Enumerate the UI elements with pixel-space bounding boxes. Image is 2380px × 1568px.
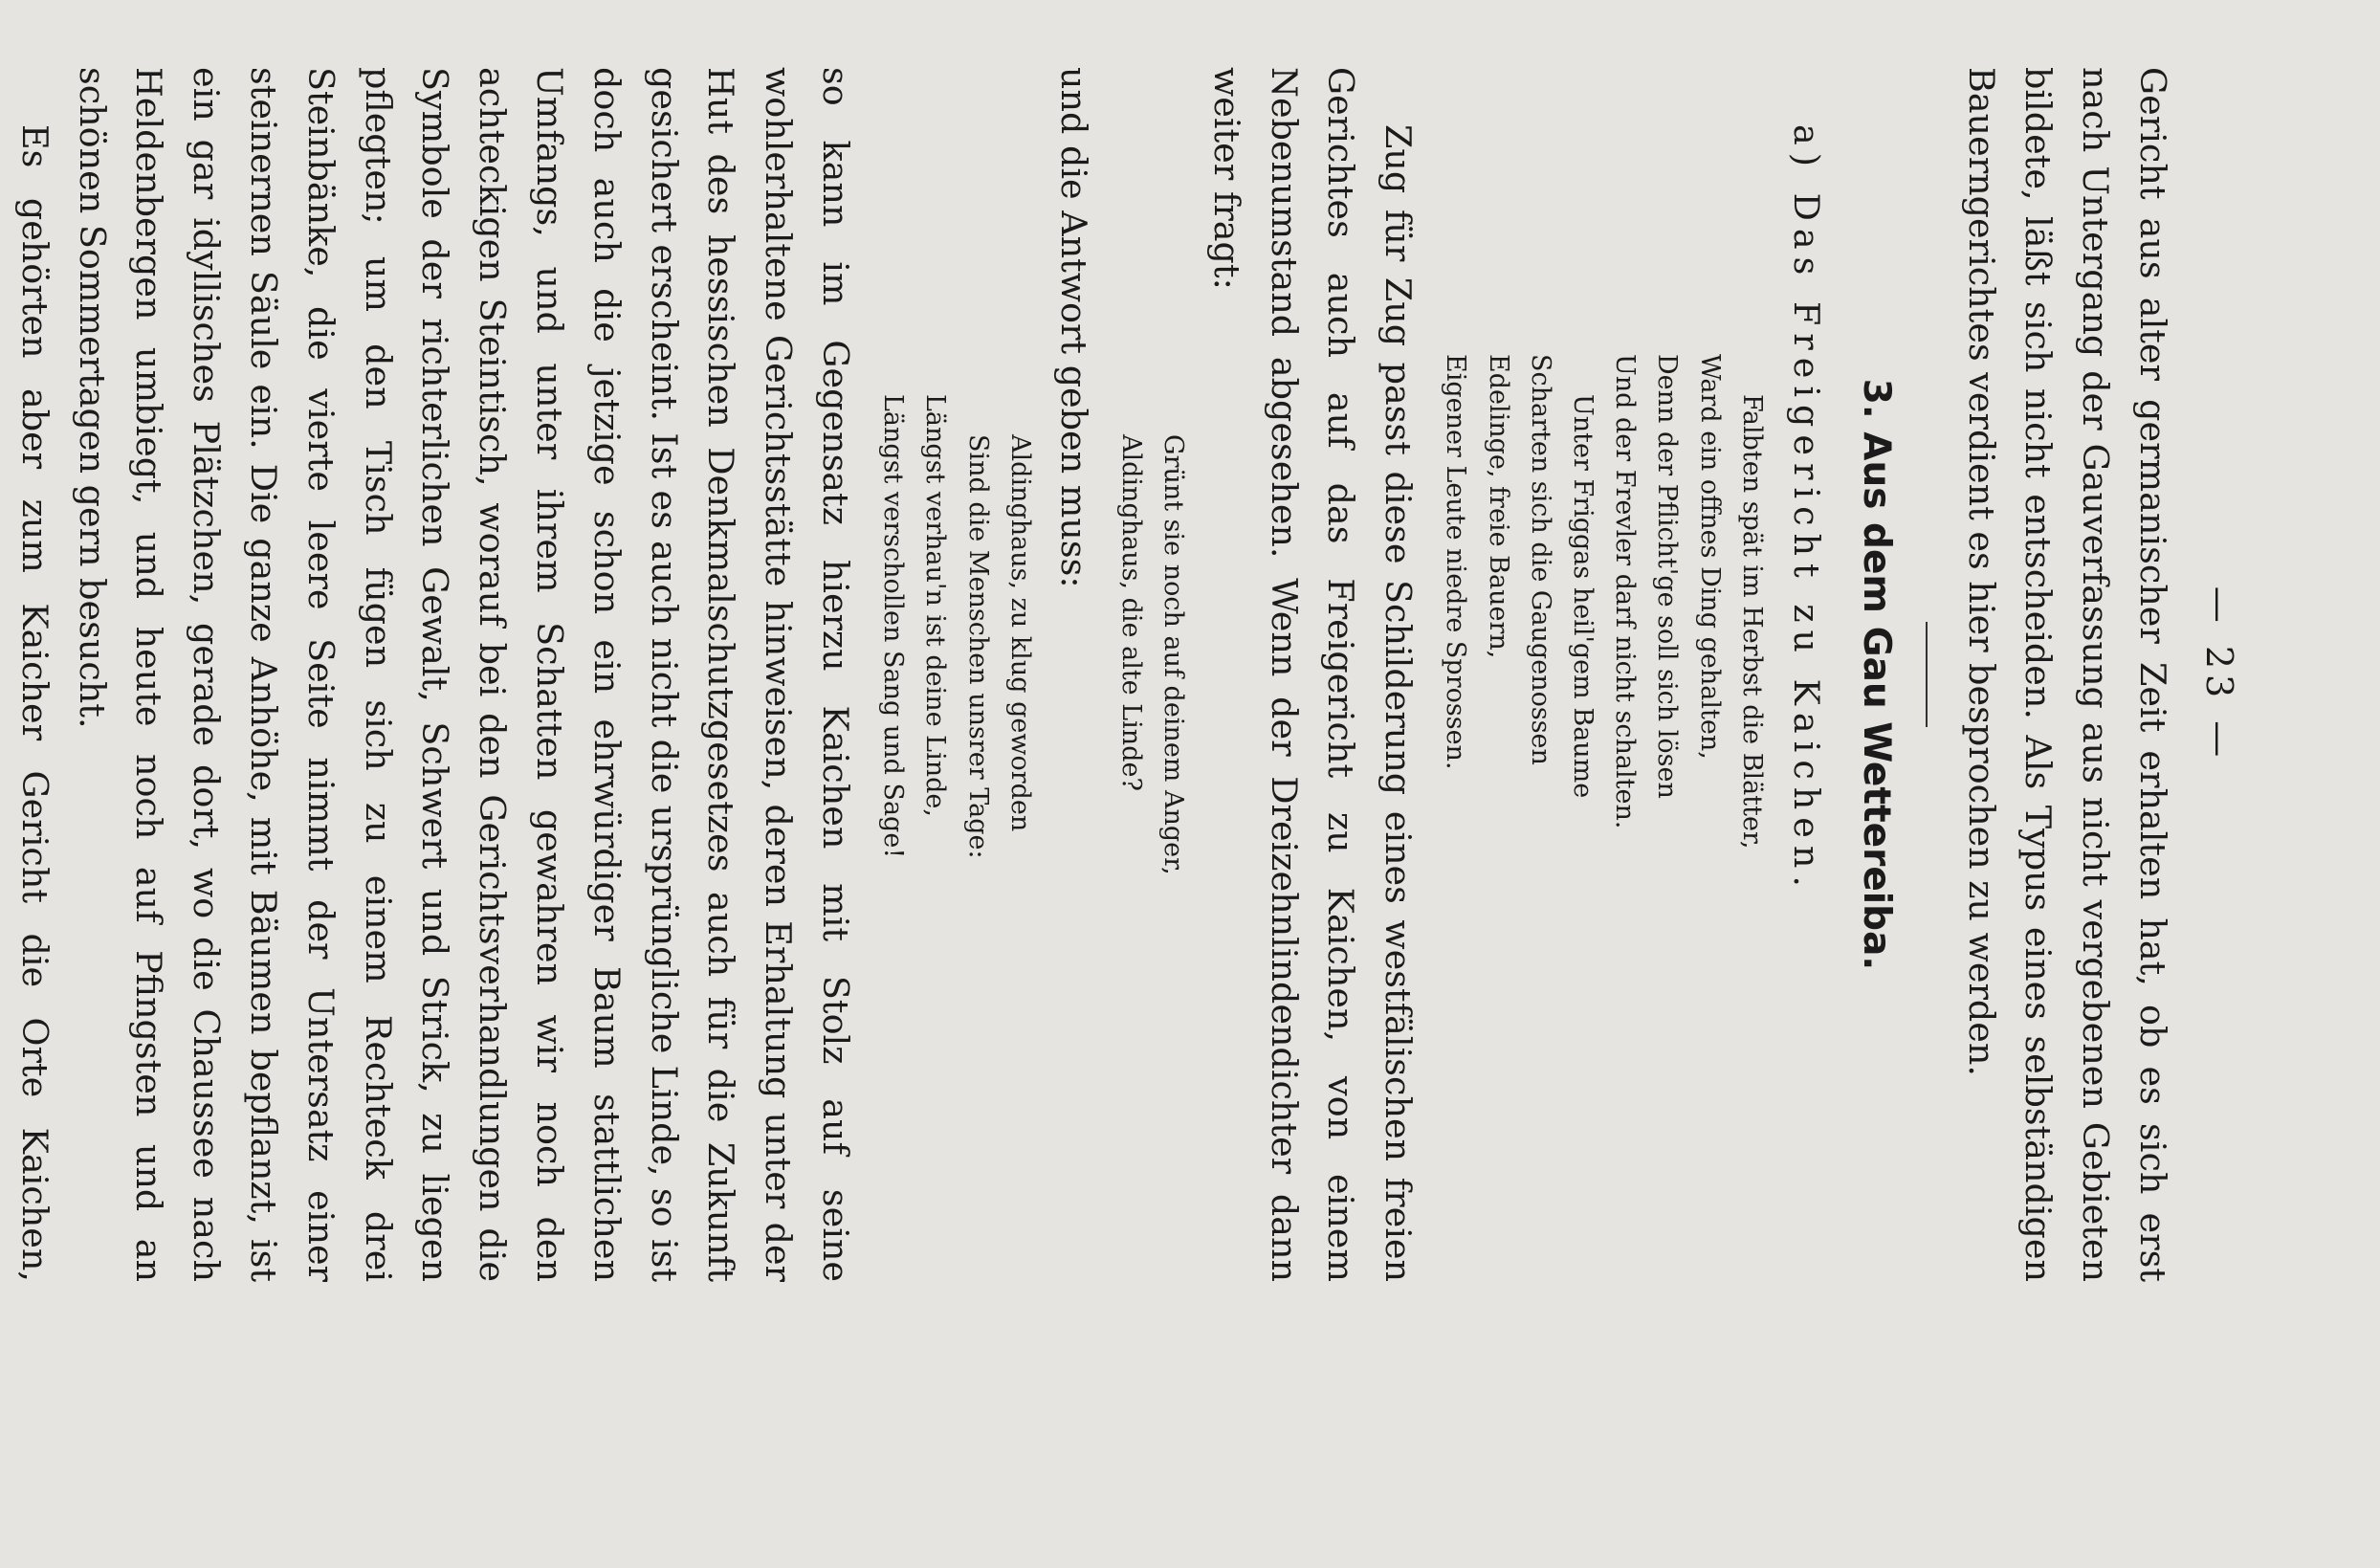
- section-heading: 3. Aus dem Gau Wettereiba.: [1854, 378, 1898, 971]
- poem-line: Aldinghaus, die alte Linde?: [1115, 434, 1146, 791]
- poem-stanza-2: [1110, 67, 1194, 1282]
- page-number: — 23 —: [2198, 585, 2240, 763]
- poem-line: Grünt sie noch auf deinem Anger,: [1158, 434, 1188, 875]
- paragraph-villages: Es gehörten aber zum Kaicher Gericht die Orte Kaichen,: [13, 124, 55, 1282]
- poem-line: Ward ein offnes Ding gehalten,: [1694, 354, 1725, 760]
- rotated-page-frame: [13, 38, 2248, 1531]
- poem-line: Aldinghaus, zu klug geworden: [1004, 434, 1035, 832]
- paragraph-intro: Gericht aus alter germanischer Zeit erhalten hat, ob es sich erst nach Untergang der Gauverfassung aus nicht vergebenen Gebieten bildete, läßt sich nicht entscheiden. Als Typus eines selbständigen Bauerngerichtes verdient es hier besprochen zu werden.: [1960, 67, 2173, 1282]
- poem-line: Eigener Leute niedre Sprossen.: [1441, 354, 1471, 770]
- paragraph-answer-intro: und die Antwort geben muss:: [1052, 67, 1094, 588]
- page-content: [0, 67, 2238, 1282]
- poem-line: Und der Frevler darf nicht schalten.: [1610, 354, 1641, 829]
- subsection-heading: a) Das Freigericht zu Kaichen.: [1785, 124, 1827, 895]
- section-divider: [1926, 622, 1928, 727]
- poem-stanza-3: [871, 67, 1041, 1282]
- poem-line: Unter Friggas heil'gem Baume: [1568, 394, 1598, 799]
- paragraph-kaichen-description: so kann im Gegensatz hierzu Kaichen mit Stolz auf seine wohlerhaltene Gerichtsstätte hinweisen, deren Erhaltung unter der Hut des hessischen Denkmalschutzgesetzes auch für die Zukunft gesichert erscheint. Ist es auch nicht die ursprüngliche Linde, so ist doch auch die jetzige schon ein ehrwürdiger Baum stattlichen Umfangs, und unter ihrem Schatten gewahren wir noch den achteckigen Steintisch, worauf bei den Gerichtsverhandlungen die Symbole der richterlichen Gewalt, Schwert und Strick, zu liegen pflegten; um den Tisch fügen sich zu einem Rechteck drei Steinbänke, die vierte leere Seite nimmt der Untersatz einer steinernen Säule ein. Die ganze Anhöhe, mit Bäumen bepflanzt, ist ein gar idyllisches Plätzchen, gerade dort, wo die Chaussee nach Heldenbergen umbiegt, und heute noch auf Pfingsten und an schönen Sommertagen gern besucht.: [71, 67, 856, 1282]
- poem-line: Denn der Pflicht'ge soll sich lösen: [1652, 354, 1683, 799]
- poem-stanza-1: [1434, 67, 1773, 1282]
- poem-line: Scharten sich die Gaugenossen: [1525, 354, 1555, 765]
- poem-line: Sind die Menschen unsrer Tage:: [962, 434, 993, 859]
- poem-line: Edelinge, freie Bauern,: [1483, 354, 1513, 659]
- paragraph-comparison: Zug für Zug passt diese Schilderung eines westfälischen freien Gerichtes auch auf das Freigericht zu Kaichen, von einem Nebenumstand abgesehen. Wenn der Dreizehnlindendichter dann weiter fragt:: [1205, 67, 1420, 1282]
- poem-line: Falbten spät im Herbst die Blätter,: [1736, 394, 1767, 850]
- poem-line: Längst verschollen Sang und Sage!: [878, 394, 909, 859]
- poem-line: Längst verhau'n ist deine Linde,: [920, 394, 951, 817]
